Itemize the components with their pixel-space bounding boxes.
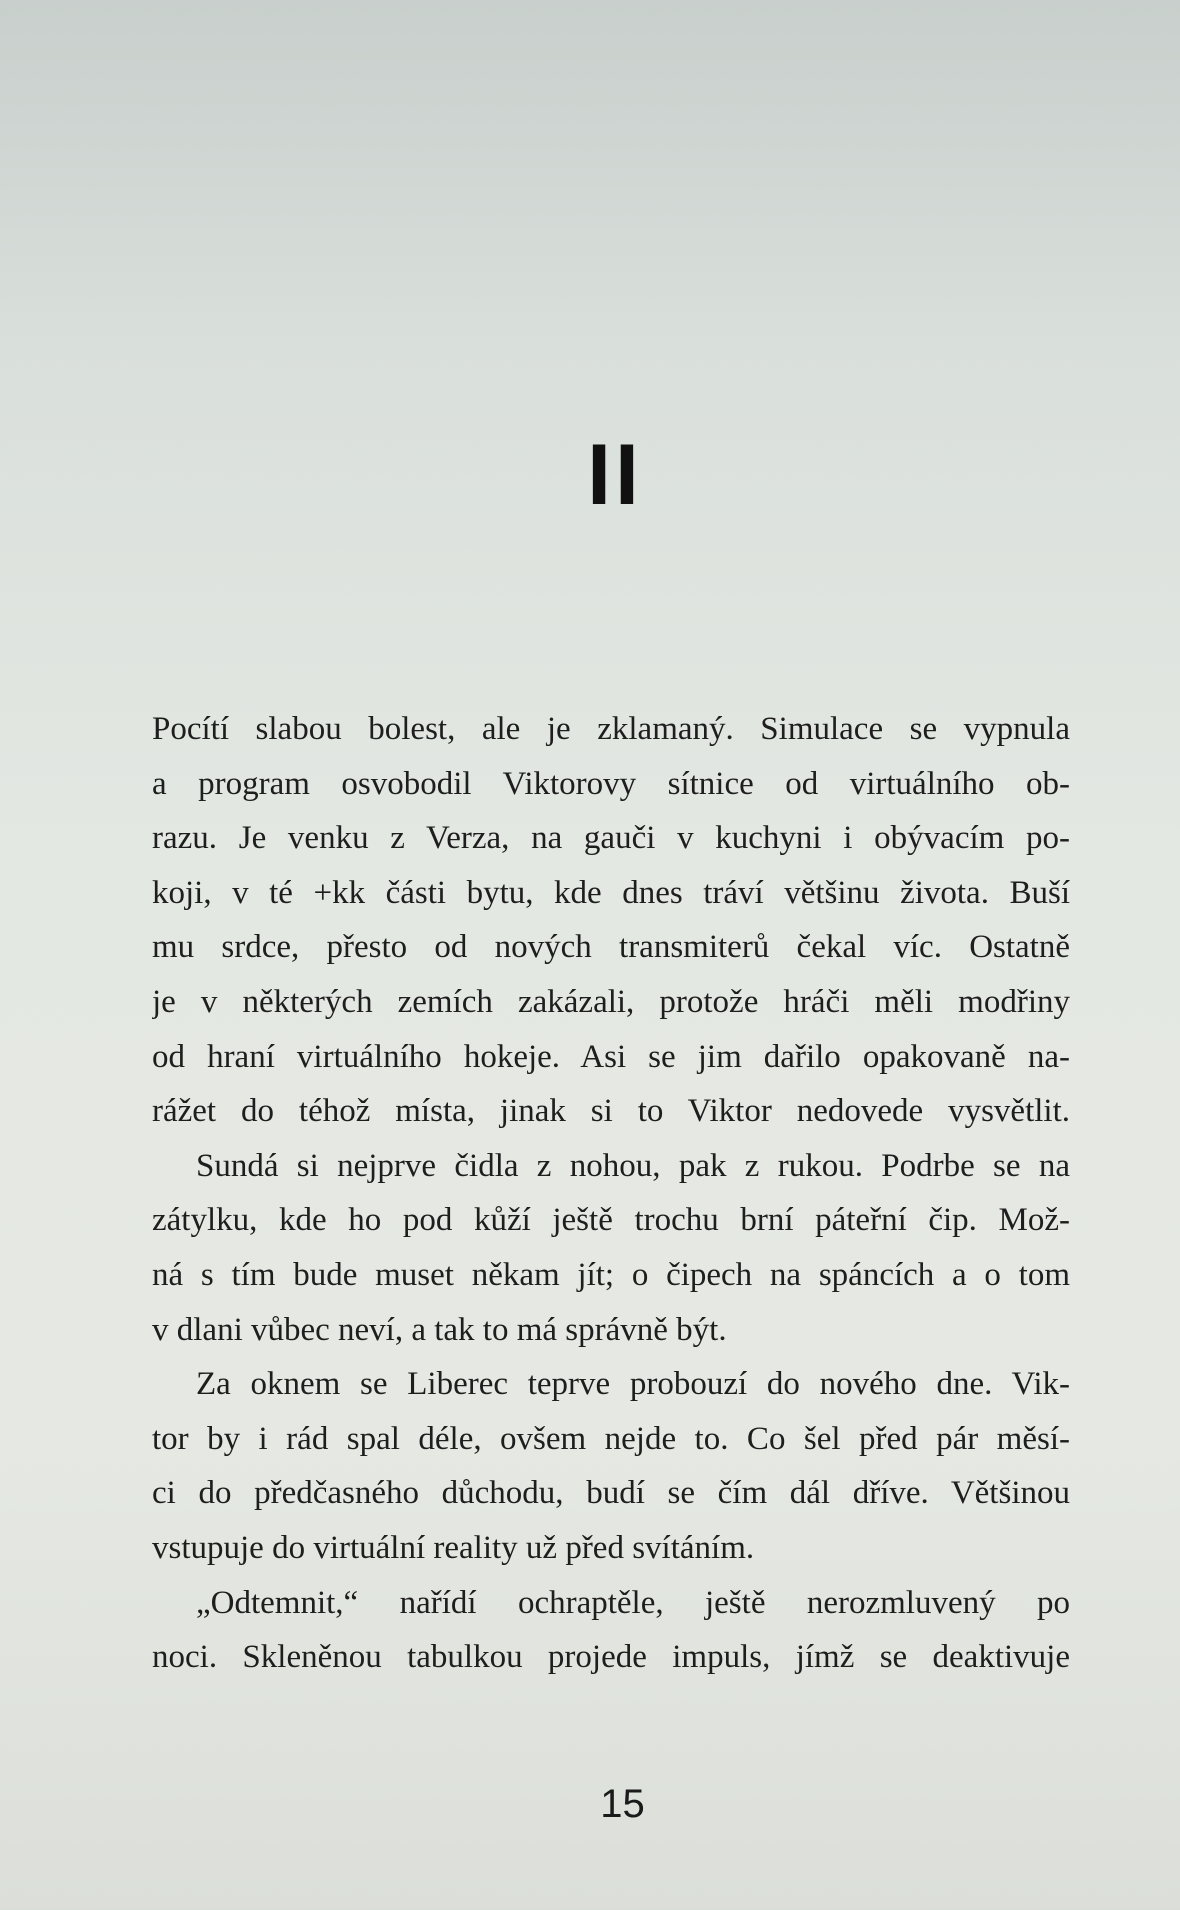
text-line: Za oknem se Liberec teprve probouzí do nového dne. Vik-: [196, 1366, 1070, 1403]
text-line: „Odtemnit,“ nařídí ochraptěle, ještě nerozmluvený po: [196, 1584, 1070, 1621]
text-line: noci. Skleněnou tabulkou projede impuls, jímž se deaktivuje: [152, 1639, 1070, 1676]
text-line: rážet do téhož místa, jinak si to Viktor nedovede vysvětlit.: [152, 1093, 1070, 1130]
text-line: ci do předčasného důchodu, budí se čím dál dříve. Většinou: [152, 1475, 1070, 1512]
text-line: tor by i rád spal déle, ovšem nejde to. Co šel před pár měsí-: [152, 1420, 1070, 1457]
text-line: mu srdce, přesto od nových transmiterů čekal víc. Ostatně: [152, 929, 1070, 966]
text-line: razu. Je venku z Verza, na gauči v kuchyni i obývacím po-: [152, 820, 1070, 857]
text-line: ná s tím bude muset někam jít; o čipech na spáncích a o tom: [152, 1256, 1070, 1293]
text-line: v dlani vůbec neví, a tak to má správně být.: [152, 1311, 727, 1348]
text-line: a program osvobodil Viktorovy sítnice od virtuálního ob-: [152, 765, 1070, 802]
text-line: od hraní virtuálního hokeje. Asi se jim dařilo opakovaně na-: [152, 1038, 1070, 1075]
chapter-numeral: II: [587, 427, 643, 523]
text-line: Sundá si nejprve čidla z nohou, pak z rukou. Podrbe se na: [196, 1147, 1070, 1184]
text-line: vstupuje do virtuální reality už před svítáním.: [152, 1529, 755, 1566]
text-line: koji, v té +kk části bytu, kde dnes tráví většinu života. Buší: [152, 874, 1070, 911]
text-line: je v některých zemích zakázali, protože hráči měli modřiny: [152, 983, 1070, 1020]
text-line: Pocítí slabou bolest, ale je zklamaný. Simulace se vypnula: [152, 711, 1070, 747]
text-line: zátylku, kde ho pod kůží ještě trochu brní páteřní čip. Mož-: [152, 1202, 1070, 1239]
body-text: [152, 702, 1070, 1685]
page-number: 15: [600, 1782, 645, 1826]
